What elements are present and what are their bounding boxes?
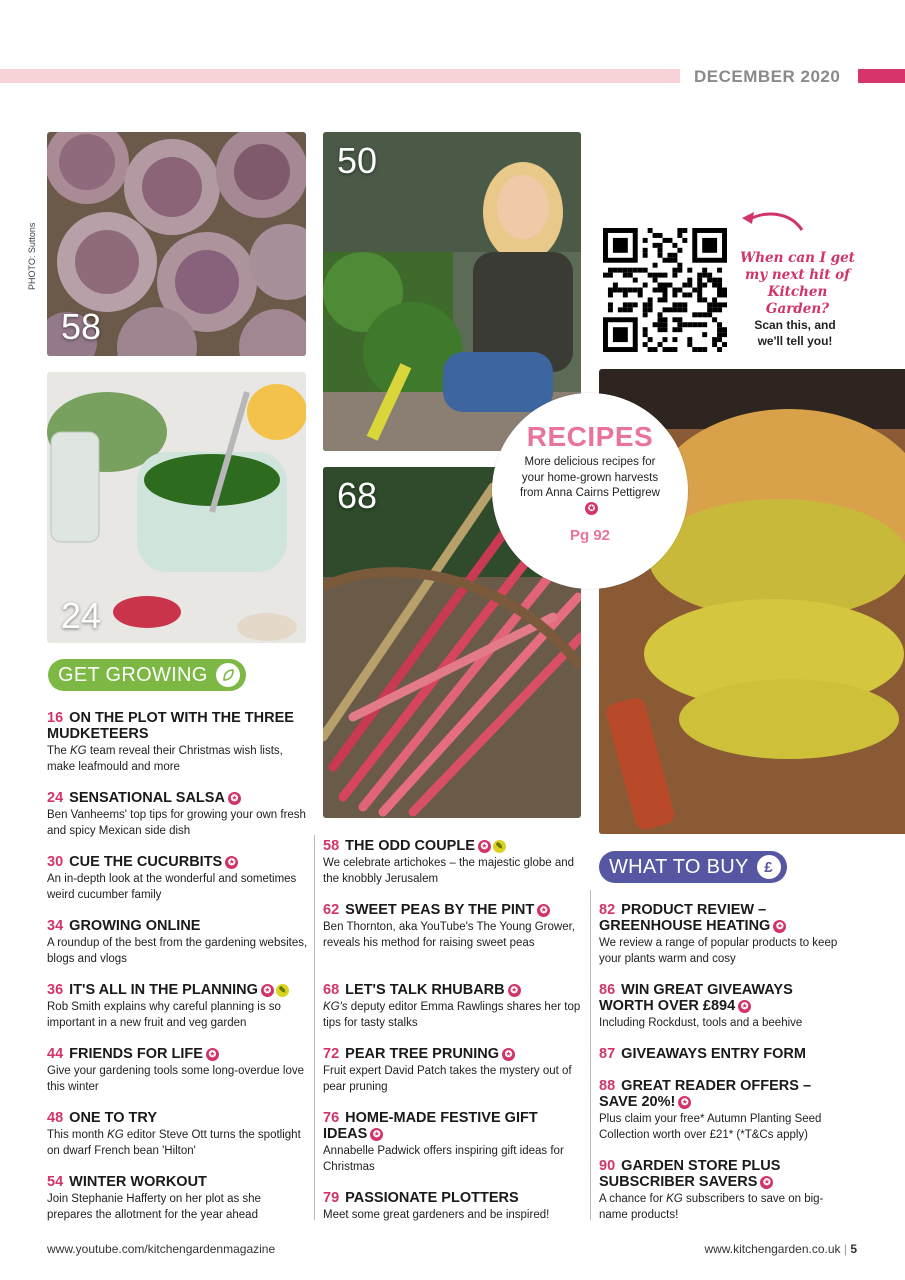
star-icon: ✪ xyxy=(225,856,238,869)
star-icon: ✪ xyxy=(261,984,274,997)
photo-credit: PHOTO: Suttons xyxy=(27,222,37,290)
toc-entry[interactable]: 48 ONE TO TRY This month KG editor Steve Ott turns the spotlight on dwarf French bean 'Hilton' xyxy=(47,1110,301,1157)
toc-entry[interactable]: 16 ON THE PLOT WITH THE THREE MUDKETEERS The KG team reveal their Christmas wish lists, make leafmould and more xyxy=(47,710,294,773)
pound-icon: £ xyxy=(757,855,781,879)
curved-arrow-icon xyxy=(740,208,806,234)
photo-page-number: 24 xyxy=(61,595,102,636)
star-icon: ✪ xyxy=(537,904,550,917)
star-icon: ✪ xyxy=(508,984,521,997)
toc-entry[interactable]: 90 GARDEN STORE PLUS SUBSCRIBER SAVERS ✪ A chance for KG subscribers to save on big-name products! xyxy=(599,1158,824,1221)
toc-entry[interactable]: 34 GROWING ONLINE A roundup of the best from the gardening websites, blogs and vlogs xyxy=(47,918,308,965)
leaf-icon xyxy=(216,663,240,687)
photo-page-number: 58 xyxy=(61,306,102,347)
star-icon: ✪ xyxy=(370,1128,383,1141)
recipes-title: RECIPES xyxy=(526,421,654,452)
recipes-body: More delicious recipes for your home-grown harvests from Anna Cairns Pettigrew✪ xyxy=(520,456,660,513)
toc-entry[interactable]: 58 THE ODD COUPLE ✪ ✎ We celebrate artichokes – the majestic globe and the knobbly Jerusalem xyxy=(323,838,575,885)
recipes-page: Pg 92 xyxy=(569,527,611,544)
footer-right: www.kitchengarden.co.uk | 5 xyxy=(704,1242,857,1256)
section-label: WHAT TO BUY xyxy=(609,855,749,878)
star-icon: ✪ xyxy=(502,1048,515,1061)
toc-entry[interactable]: 87 GIVEAWAYS ENTRY FORM xyxy=(599,1046,806,1062)
star-icon: ✪ xyxy=(478,840,491,853)
star-icon: ✪ xyxy=(738,1000,751,1013)
get-growing-header xyxy=(48,659,246,691)
toc-entry[interactable]: 88 GREAT READER OFFERS – SAVE 20%! ✪ Plus claim your free* Autumn Planting Seed Collection worth over £21* (*T&Cs apply) xyxy=(599,1078,822,1141)
star-icon: ✪ xyxy=(228,792,241,805)
toc-entry[interactable]: 54 WINTER WORKOUT Join Stephanie Hafferty on her plot as she prepares the allotment for the year ahead xyxy=(47,1174,261,1221)
toc-entry[interactable]: 79 PASSIONATE PLOTTERS Meet some great gardeners and be inspired! xyxy=(323,1190,550,1221)
toc-entry[interactable]: 24 SENSATIONAL SALSA ✪ Ben Vanheems' top tips for growing your own fresh and spicy Mexican side dish xyxy=(47,790,306,837)
toc-entry[interactable]: 72 PEAR TREE PRUNING ✪ Fruit expert David Patch takes the mystery out of pear pruning xyxy=(323,1046,572,1093)
footer-youtube-link[interactable]: www.youtube.com/kitchengardenmagazine xyxy=(47,1242,276,1256)
header-rule xyxy=(0,69,680,83)
recipes-callout[interactable] xyxy=(492,393,688,589)
toc-entry[interactable]: 36 IT'S ALL IN THE PLANNING ✪ ✎ Rob Smith explains why careful planning is so important in a new fruit and veg garden xyxy=(47,982,309,1031)
toc-entry[interactable]: 86 WIN GREAT GIVEAWAYS WORTH OVER £894 ✪ Including Rockdust, tools and a beehive xyxy=(599,982,803,1029)
leaf-badge-icon: ✎ xyxy=(276,984,289,997)
toc-entry[interactable]: 30 CUE THE CUCURBITS ✪ An in-depth look at the wonderful and sometimes weird cucumber family xyxy=(47,854,297,901)
toc-entry[interactable]: 44 FRIENDS FOR LIFE ✪ Give your gardening tools some long-overdue love this winter xyxy=(47,1046,304,1093)
artichoke-photo[interactable] xyxy=(47,132,306,356)
column-divider xyxy=(314,835,315,1220)
qr-code[interactable] xyxy=(603,228,727,352)
leaf-badge-icon: ✎ xyxy=(493,840,506,853)
photo-page-number: 50 xyxy=(337,140,378,181)
salsa-photo[interactable] xyxy=(47,372,306,643)
what-to-buy-header xyxy=(599,851,787,883)
toc-entry[interactable]: 68 LET'S TALK RHUBARB ✪ KG's deputy editor Emma Rawlings shares her top tips for tasty stalks xyxy=(323,982,581,1029)
toc-entry[interactable]: 62 SWEET PEAS BY THE PINT ✪ Ben Thornton, aka YouTube's The Young Grower, reveals his method for raising sweet peas xyxy=(323,902,575,949)
star-icon: ✪ xyxy=(760,1176,773,1189)
column-divider xyxy=(590,890,591,1220)
qr-headline: When can I get my next hit of Kitchen Garden? xyxy=(740,250,855,317)
toc-entry[interactable]: 82 PRODUCT REVIEW – GREENHOUSE HEATING ✪ We review a range of popular products to keep your plants warm and cosy xyxy=(599,902,838,965)
star-icon: ✪ xyxy=(585,502,598,515)
toc-entry[interactable]: 76 HOME-MADE FESTIVE GIFT IDEAS ✪ Annabelle Padwick offers inspiring gift ideas for Christmas xyxy=(323,1110,564,1173)
star-icon: ✪ xyxy=(678,1096,691,1109)
qr-code-icon xyxy=(603,228,727,352)
section-label: GET GROWING xyxy=(58,663,208,686)
gardener-photo[interactable] xyxy=(323,132,581,451)
photo-page-number: 68 xyxy=(337,475,378,516)
star-icon: ✪ xyxy=(773,920,786,933)
star-icon: ✪ xyxy=(206,1048,219,1061)
issue-date: DECEMBER 2020 xyxy=(694,67,841,86)
page-number: 5 xyxy=(850,1242,857,1256)
footer-website-link[interactable]: www.kitchengarden.co.uk xyxy=(704,1242,841,1256)
header-tab xyxy=(858,69,905,83)
qr-subtext: Scan this, and we'll tell you! xyxy=(754,318,836,348)
